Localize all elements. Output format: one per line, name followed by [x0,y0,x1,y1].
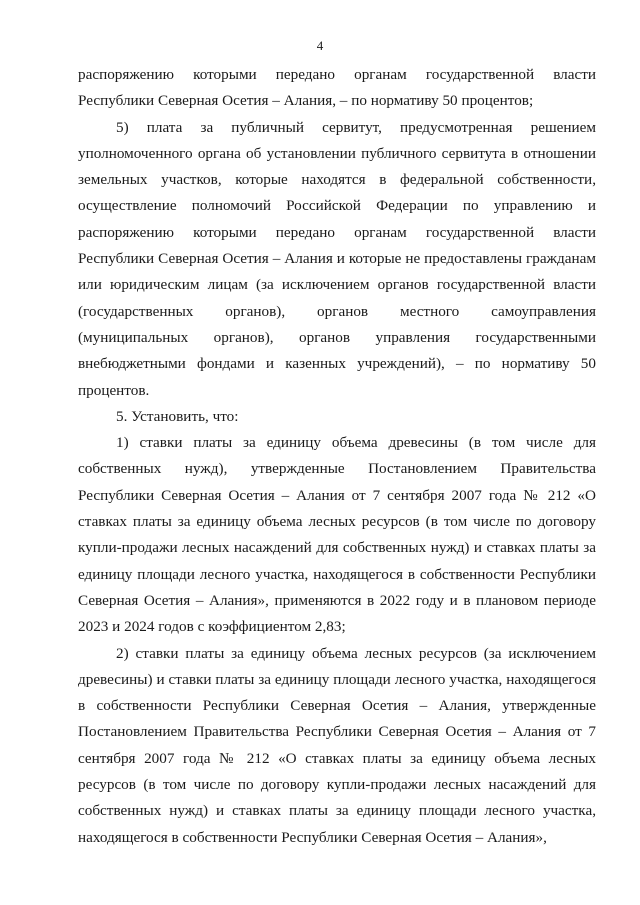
paragraph-item-1-timber-rates: 1) ставки платы за единицу объема древесины (в том числе для собственных нужд), утвержденные Постановлением Правительства Республики Северная Осетия – Алания от 7 сентября 2007 года № 212 «О ставках платы за единицу объема лесных ресурсов (в том числе по договору купли-продажи лесных насаждений для собственных нужд) и ставках платы за единицу площади лесного участка, находящегося в собственности Республики Северная Осетия – Алания», применяются в 2022 году и в плановом периоде 2023 и 2024 годов с коэффициентом 2,83; [78,434,596,636]
page-number: 4 [316,38,324,53]
paragraph-item-5-easement: 5) плата за публичный сервитут, предусмотренная решением уполномоченного органа об установлении публичного сервитута в отношении земельных участков, которые находятся в федеральной собственности, осуществление полномочий Российской Федерации по управлению и распоряжению которыми передано органам государственной власти Республики Северная Осетия – Алания и которые не предоставлены гражданам или юридическим лицам (за исключением органов государственной власти (государственных органов), органов местного самоуправления (муниципальных органов), органов управления государственными внебюджетными фондами и казенных учреждений), – по нормативу 50 процентов. [78,118,596,399]
paragraph-continuation: распоряжению которыми передано органам государственной власти Республики Северная Осетия – Алания, – по нормативу 50 процентов; [78,66,596,110]
document-body [78,62,596,851]
paragraph-item-2-forest-resource-rates: 2) ставки платы за единицу объема лесных ресурсов (за исключением древесины) и ставки платы за единицу площади лесного участка, находящегося в собственности Республики Северная Осетия – Алания, утвержденные Постановлением Правительства Республики Северная Осетия – Алания от 7 сентября 2007 года № 212 «О ставках платы за единицу объема лесных ресурсов (в том числе по договору купли-продажи лесных насаждений для собственных нужд) и ставках платы за единицу площади лесного участка, находящегося в собственности Республики Северная Осетия – Алания», [78,644,596,846]
paragraph-section-5-heading: 5. Установить, что: [116,407,239,425]
